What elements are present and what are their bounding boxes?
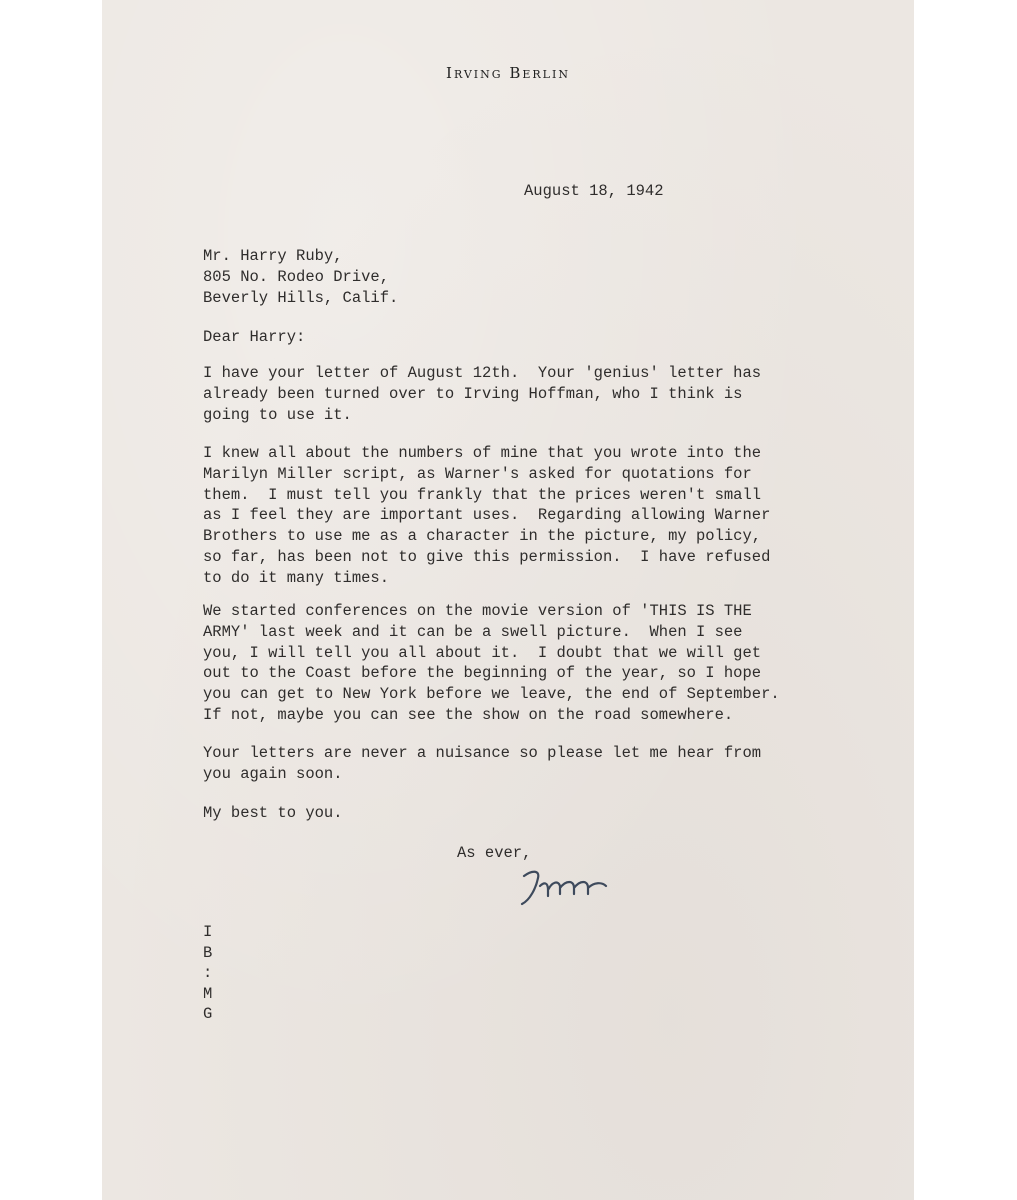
salutation: Dear Harry: bbox=[203, 328, 306, 346]
initial-char: M bbox=[203, 984, 213, 1003]
closing: As ever, bbox=[457, 844, 532, 862]
body-line: Your letters are never a nuisance so please let me hear from bbox=[203, 744, 762, 762]
body-line: already been turned over to Irving Hoffman, who I think is bbox=[203, 384, 743, 403]
letter-page bbox=[102, 0, 914, 1200]
initial-char: I bbox=[203, 923, 213, 941]
body-line: as I feel they are important uses. Regarding allowing Warner bbox=[203, 506, 771, 525]
body-line: you again soon. bbox=[203, 764, 343, 783]
initial-char: : bbox=[203, 964, 213, 983]
address-line: 805 No. Rodeo Drive, bbox=[203, 267, 390, 286]
body-line: out to the Coast before the beginning of the year, so I hope bbox=[203, 664, 762, 683]
initial-char: B bbox=[203, 943, 213, 962]
body-line: them. I must tell you frankly that the prices weren't small bbox=[203, 485, 762, 504]
letterhead: Irving Berlin bbox=[446, 64, 570, 82]
handwritten-signature bbox=[510, 860, 620, 910]
body-line: ARMY' last week and it can be a swell picture. When I see bbox=[203, 622, 743, 641]
paragraph-4 bbox=[203, 743, 761, 785]
reference-initials bbox=[203, 922, 212, 1025]
paragraph-5 bbox=[203, 803, 343, 824]
body-line: going to use it. bbox=[203, 405, 352, 424]
paragraph-3 bbox=[203, 601, 780, 726]
paragraph-1 bbox=[203, 363, 761, 425]
body-line: to do it many times. bbox=[203, 568, 390, 587]
letter-date: August 18, 1942 bbox=[524, 182, 664, 200]
recipient-address bbox=[203, 246, 398, 308]
initial-char: G bbox=[203, 1005, 213, 1024]
body-line: Brothers to use me as a character in the picture, my policy, bbox=[203, 527, 762, 546]
paragraph-2 bbox=[203, 443, 770, 589]
body-line: We started conferences on the movie version of 'THIS IS THE bbox=[203, 602, 752, 620]
body-line: you can get to New York before we leave, the end of September. bbox=[203, 685, 780, 704]
body-line: I have your letter of August 12th. Your 'genius' letter has bbox=[203, 364, 762, 382]
body-line: Marilyn Miller script, as Warner's asked for quotations for bbox=[203, 464, 752, 483]
body-line: If not, maybe you can see the show on the road somewhere. bbox=[203, 705, 734, 724]
address-line: Mr. Harry Ruby, bbox=[203, 247, 343, 265]
body-line: My best to you. bbox=[203, 804, 343, 822]
body-line: so far, has been not to give this permission. I have refused bbox=[203, 547, 771, 566]
body-line: you, I will tell you all about it. I doubt that we will get bbox=[203, 643, 762, 662]
body-line: I knew all about the numbers of mine that you wrote into the bbox=[203, 444, 762, 462]
address-line: Beverly Hills, Calif. bbox=[203, 288, 399, 307]
